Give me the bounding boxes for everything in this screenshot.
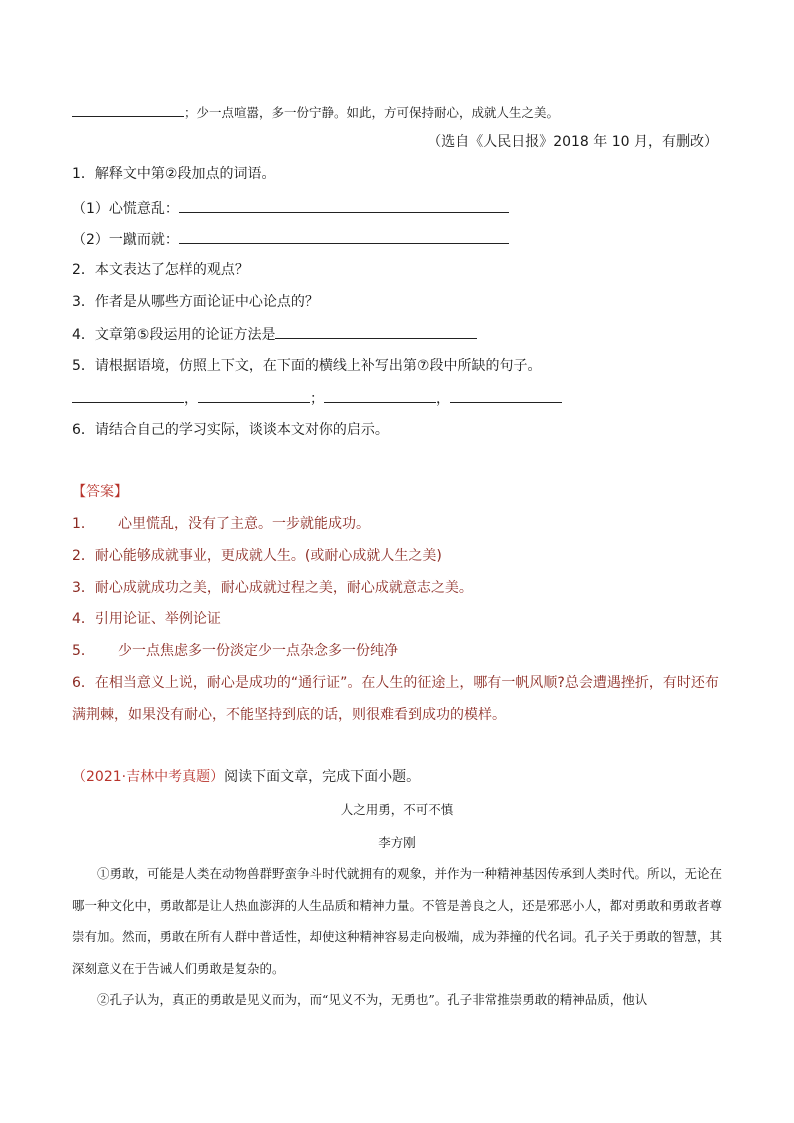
article-paragraph-2: ②孔子认为，真正的勇敢是见义而为，而“见义不为，无勇也”。孔子非常推崇勇敢的精神品质，他认 <box>97 992 648 1007</box>
article-author: 李方刚 <box>378 835 416 850</box>
answer-text: 心里慌乱，没有了主意。一步就能成功。 <box>118 516 370 532</box>
answer-number: 1． <box>72 516 95 532</box>
question-2: 2．本文表达了怎样的观点？ <box>72 262 249 278</box>
answer-heading: 【答案】 <box>72 484 128 500</box>
answer-5 <box>72 641 398 661</box>
answer-blank[interactable] <box>72 102 184 117</box>
answer-blank[interactable] <box>72 388 184 403</box>
question-1b-label: （2）一蹴而就： <box>72 232 179 248</box>
question-3: 3．作者是从哪些方面论证中心论点的？ <box>72 294 319 310</box>
question-1a-label: （1）心慌意乱： <box>72 201 179 217</box>
question-5: 5．请根据语境，仿照上下文，在下面的横线上补写出第⑦段中所缺的句子。 <box>72 358 542 374</box>
source-tag: （2021·吉林中考真题） <box>72 769 225 785</box>
answer-blank[interactable] <box>179 198 509 213</box>
answer-3: 3．耐心成就成功之美，耐心成就过程之美，耐心成就意志之美。 <box>72 580 473 596</box>
question-1a <box>72 198 509 219</box>
passage-source: （选自《人民日报》2018 年 10 月，有删改） <box>427 134 718 150</box>
answer-6-line2: 满荆棘，如果没有耐心，不能坚持到底的话，则很难看到成功的模样。 <box>72 707 506 723</box>
answer-4: 4．引用论证、举例论证 <box>72 611 221 627</box>
separator: ， <box>184 391 198 407</box>
article-paragraph-1: ①勇敢，可能是人类在动物兽群野蛮争斗时代就拥有的观象，并作为一种精神基因传承到人类时代。所以，无论在哪一种文化中，勇敢都是让人热血澎湃的人生品质和精神力量。不管是善良之人，还是邪恶小人，都对勇敢和勇敢者尊崇有加。然而，勇敢在所有人群中普适性，却使这种精神容易走向极端，成为莽撞的代名词。孔子关于勇敢的智慧，其深刻意义在于告诫人们勇敢是复杂的。 <box>72 866 723 976</box>
answer-2: 2．耐心能够成就事业，更成就人生。(或耐心成就人生之美) <box>72 548 442 564</box>
next-passage-intro <box>72 767 420 787</box>
question-6: 6．请结合自己的学习实际，谈谈本文对你的启示。 <box>72 422 389 438</box>
answer-blank[interactable] <box>324 388 436 403</box>
answer-text: 少一点焦虑多一份淡定少一点杂念多一份纯净 <box>118 643 398 659</box>
answer-6-line1: 6．在相当意义上说，耐心是成功的“通行证”。在人生的征途上，哪有一帆风顺?总会遭遇挫折，有时还布 <box>72 675 719 691</box>
question-4 <box>72 324 477 345</box>
separator: ； <box>310 391 324 407</box>
instruction: 阅读下面文章，完成下面小题。 <box>224 769 421 785</box>
article-title: 人之用勇，不可不慎 <box>340 802 454 817</box>
answer-blank[interactable] <box>275 324 477 339</box>
separator: ， <box>436 391 450 407</box>
answer-blank[interactable] <box>450 388 562 403</box>
passage-end-text: ；少一点喧嚣，多一份宁静。如此，方可保持耐心，成就人生之美。 <box>184 105 560 120</box>
question-5-blanks <box>72 388 562 409</box>
answer-blank[interactable] <box>179 229 509 244</box>
answer-number: 5． <box>72 643 95 659</box>
answer-blank[interactable] <box>198 388 310 403</box>
question-1: 1．解释文中第②段加点的词语。 <box>72 166 276 182</box>
answer-1 <box>72 514 370 534</box>
passage-end-line <box>72 102 559 123</box>
question-1b <box>72 229 509 250</box>
question-4-label: 4．文章第⑤段运用的论证方法是 <box>72 327 276 343</box>
